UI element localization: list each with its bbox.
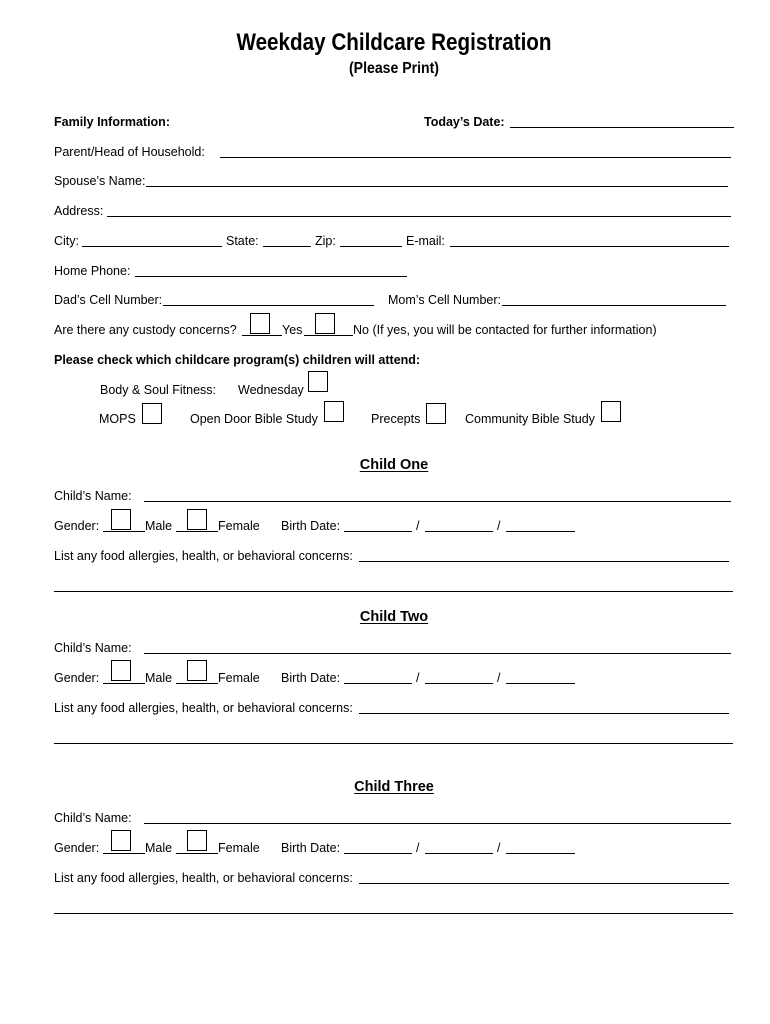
concerns-label: List any food allergies, health, or behavioral concerns: — [54, 871, 353, 885]
custody-no-checkbox[interactable] — [315, 313, 335, 334]
community-label: Community Bible Study — [465, 412, 595, 426]
male-label: Male — [145, 671, 173, 685]
city-label: City: — [54, 234, 79, 248]
female-underline — [176, 531, 218, 532]
date-slash: / — [416, 671, 420, 685]
birth-year-field[interactable] — [506, 683, 575, 684]
wednesday-checkbox[interactable] — [308, 371, 328, 392]
birth-date-label: Birth Date: — [281, 841, 341, 855]
date-slash: / — [416, 841, 420, 855]
birth-date-label: Birth Date: — [281, 671, 341, 685]
male-label: Male — [145, 841, 173, 855]
mops-checkbox[interactable] — [142, 403, 162, 424]
spouse-field[interactable] — [146, 186, 728, 187]
dads-cell-label: Dad’s Cell Number: — [54, 293, 163, 307]
city-field[interactable] — [82, 246, 222, 247]
birth-year-field[interactable] — [506, 853, 575, 854]
zip-field[interactable] — [340, 246, 402, 247]
female-underline — [176, 683, 218, 684]
state-label: State: — [226, 234, 259, 248]
birth-day-field[interactable] — [425, 683, 493, 684]
female-checkbox[interactable] — [187, 660, 207, 681]
custody-yes-underline — [242, 335, 282, 336]
gender-label: Gender: — [54, 519, 100, 533]
concerns-field-line-2[interactable] — [54, 743, 733, 744]
todays-date-field[interactable] — [510, 127, 734, 128]
male-checkbox[interactable] — [111, 660, 131, 681]
birth-date-label: Birth Date: — [281, 519, 341, 533]
spouse-label: Spouse’s Name: — [54, 174, 146, 188]
birth-month-field[interactable] — [344, 853, 412, 854]
female-checkbox[interactable] — [187, 830, 207, 851]
zip-label: Zip: — [315, 234, 336, 248]
child-name-label: Child’s Name: — [54, 811, 132, 825]
open-door-label: Open Door Bible Study — [190, 412, 318, 426]
concerns-field[interactable] — [359, 561, 729, 562]
concerns-field[interactable] — [359, 713, 729, 714]
date-slash: / — [416, 519, 420, 533]
concerns-field-line-2[interactable] — [54, 913, 733, 914]
moms-cell-label: Mom’s Cell Number: — [388, 293, 501, 307]
date-slash: / — [497, 519, 501, 533]
open-door-checkbox[interactable] — [324, 401, 344, 422]
gender-label: Gender: — [54, 841, 100, 855]
home-phone-field[interactable] — [135, 276, 407, 277]
female-label: Female — [218, 841, 260, 855]
email-label: E-mail: — [406, 234, 445, 248]
custody-yes-checkbox[interactable] — [250, 313, 270, 334]
custody-yes-label: Yes — [282, 323, 303, 337]
community-checkbox[interactable] — [601, 401, 621, 422]
custody-question: Are there any custody concerns? — [54, 323, 237, 337]
custody-no-label: No (If yes, you will be contacted for further information) — [353, 323, 657, 337]
female-label: Female — [218, 519, 260, 533]
wednesday-label: Wednesday — [238, 383, 304, 397]
gender-label: Gender: — [54, 671, 100, 685]
concerns-field[interactable] — [359, 883, 729, 884]
birth-day-field[interactable] — [425, 531, 493, 532]
address-field[interactable] — [107, 216, 731, 217]
male-label: Male — [145, 519, 173, 533]
body-soul-label: Body & Soul Fitness: — [100, 383, 217, 397]
date-slash: / — [497, 841, 501, 855]
female-label: Female — [218, 671, 260, 685]
precepts-checkbox[interactable] — [426, 403, 446, 424]
moms-cell-field[interactable] — [502, 305, 726, 306]
birth-month-field[interactable] — [344, 683, 412, 684]
concerns-label: List any food allergies, health, or behavioral concerns: — [54, 701, 353, 715]
custody-no-underline — [304, 335, 353, 336]
male-checkbox[interactable] — [111, 509, 131, 530]
programs-heading: Please check which childcare program(s) children will attend: — [54, 353, 421, 367]
date-slash: / — [497, 671, 501, 685]
child-one-heading: Child One — [359, 457, 429, 473]
female-underline — [176, 853, 218, 854]
concerns-label: List any food allergies, health, or behavioral concerns: — [54, 549, 353, 563]
male-underline — [103, 683, 145, 684]
home-phone-label: Home Phone: — [54, 264, 131, 278]
parent-field[interactable] — [220, 157, 731, 158]
male-underline — [103, 853, 145, 854]
child-name-field[interactable] — [144, 653, 731, 654]
child-name-label: Child’s Name: — [54, 641, 132, 655]
birth-day-field[interactable] — [425, 853, 493, 854]
email-field[interactable] — [450, 246, 729, 247]
family-info-label: Family Information: — [54, 115, 170, 129]
child-name-label: Child’s Name: — [54, 489, 132, 503]
child-three-heading: Child Three — [354, 779, 434, 795]
page-subtitle: (Please Print) — [348, 60, 439, 77]
child-name-field[interactable] — [144, 501, 731, 502]
birth-month-field[interactable] — [344, 531, 412, 532]
address-label: Address: — [54, 204, 104, 218]
mops-label: MOPS — [99, 412, 136, 426]
parent-label: Parent/Head of Household: — [54, 145, 205, 159]
concerns-field-line-2[interactable] — [54, 591, 733, 592]
birth-year-field[interactable] — [506, 531, 575, 532]
female-checkbox[interactable] — [187, 509, 207, 530]
precepts-label: Precepts — [371, 412, 421, 426]
state-field[interactable] — [263, 246, 311, 247]
child-two-heading: Child Two — [359, 609, 429, 625]
dads-cell-field[interactable] — [163, 305, 374, 306]
male-underline — [103, 531, 145, 532]
page-title: Weekday Childcare Registration — [236, 29, 552, 56]
todays-date-label: Today’s Date: — [424, 115, 505, 129]
male-checkbox[interactable] — [111, 830, 131, 851]
child-name-field[interactable] — [144, 823, 731, 824]
